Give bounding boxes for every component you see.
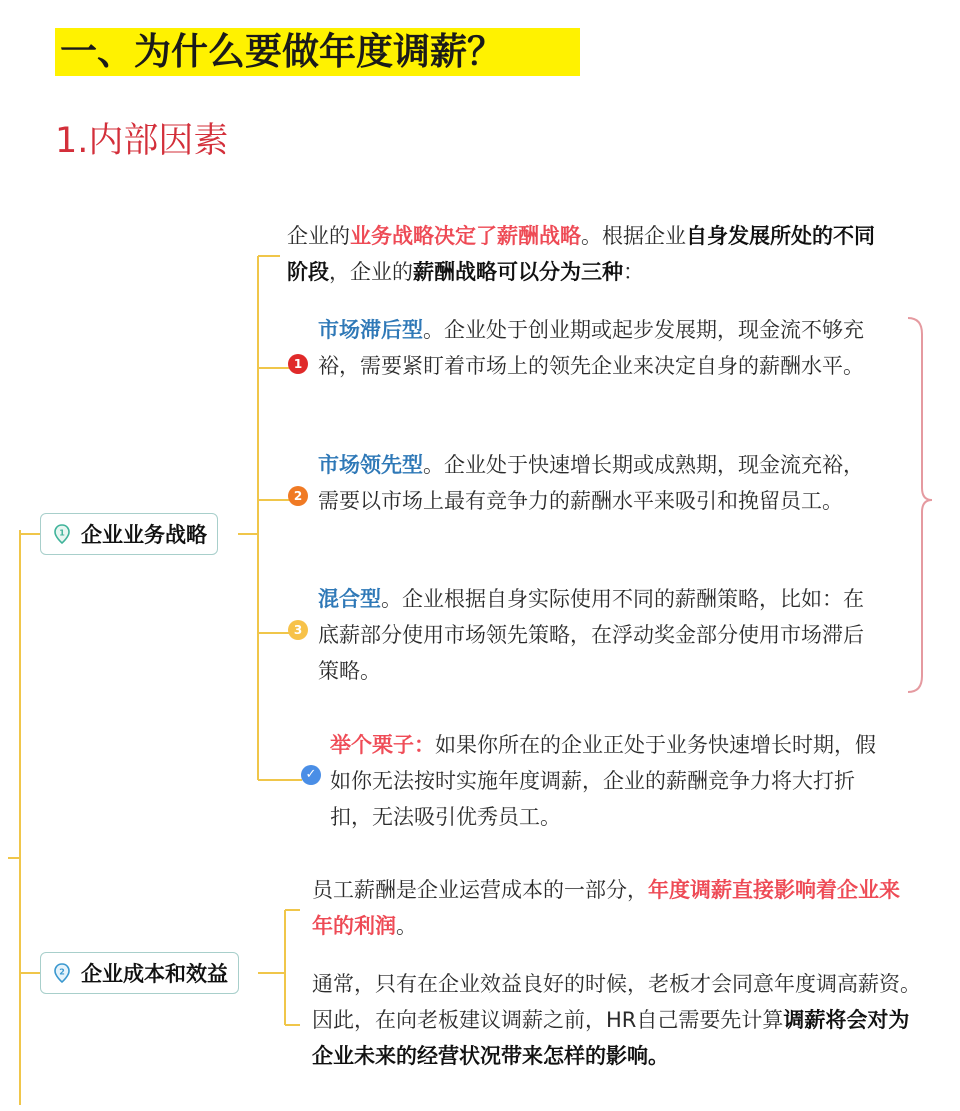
cost-paragraph-1 [312,872,902,944]
intro-text: 企业的 [287,224,350,248]
cost-text: 。 [396,914,417,938]
type-description: 。企业处于创业期或起步发展期，现金流不够充裕，需要紧盯着市场上的领先企业来决定自身的薪酬水平。 [318,318,864,378]
example-label: 举个栗子： [330,733,435,757]
intro-text: ： [623,260,644,284]
map-pin-icon [51,962,73,984]
types-brace [908,318,932,692]
type-description: 。企业处于快速增长期或成熟期，现金流充裕，需要以市场上最有竞争力的薪酬水平来吸引和挽留员工。 [318,453,864,513]
type-name: 混合型 [318,587,381,611]
type-description: 。企业根据自身实际使用不同的薪酬策略，比如：在底薪部分使用市场领先策略，在浮动奖金部分使用市场滞后策略。 [318,587,864,683]
map-pin-icon [51,523,73,545]
node-business-strategy [40,513,218,555]
cost-bold: 调薪将会对为企业未来的经营状况带来怎样的影响。 [312,1008,910,1068]
node-cost-benefit [40,952,239,994]
type-name: 市场滞后型 [318,318,423,342]
intro-text: 。根据企业 [581,224,686,248]
node-label: 企业成本和效益 [81,962,228,986]
strategy-intro [287,218,887,290]
number-1-badge-icon: 1 [288,354,308,374]
cost-highlight: 年度调薪直接影响着企业来年的利润 [312,878,900,938]
strategy-type-lagging [318,312,880,384]
intro-highlight: 业务战略决定了薪酬战略 [350,224,581,248]
cost-text: 员工薪酬是企业运营成本的一部分， [312,878,648,902]
example-text: 如果你所在的企业正处于业务快速增长时期，假如你无法按时实施年度调薪，企业的薪酬竞争力将大打折扣，无法吸引优秀员工。 [330,733,876,829]
node-label: 企业业务战略 [81,523,207,547]
type-name: 市场领先型 [318,453,423,477]
example-note [330,727,890,835]
section-title: 1.内部因素 [55,121,229,161]
cost-paragraph-2 [312,966,922,1074]
number-3-badge-icon: 3 [288,620,308,640]
page-title: 一、为什么要做年度调薪？ [60,30,504,73]
intro-bold: 薪酬战略可以分为三种 [413,260,623,284]
cost-text: 通常，只有在企业效益良好的时候，老板才会同意年度调高薪资。因此，在向老板建议调薪之前，HR自己需要先计算 [312,972,921,1032]
number-2-badge-icon: 2 [288,486,308,506]
intro-text: ，企业的 [329,260,413,284]
intro-bold: 自身发展所处的不同阶段 [287,224,875,284]
strategy-type-mixed [318,581,880,689]
check-icon: ✓ [301,765,321,785]
svg-text:1: 1 [59,528,65,538]
strategy-type-leading [318,447,880,519]
svg-text:2: 2 [59,967,65,977]
